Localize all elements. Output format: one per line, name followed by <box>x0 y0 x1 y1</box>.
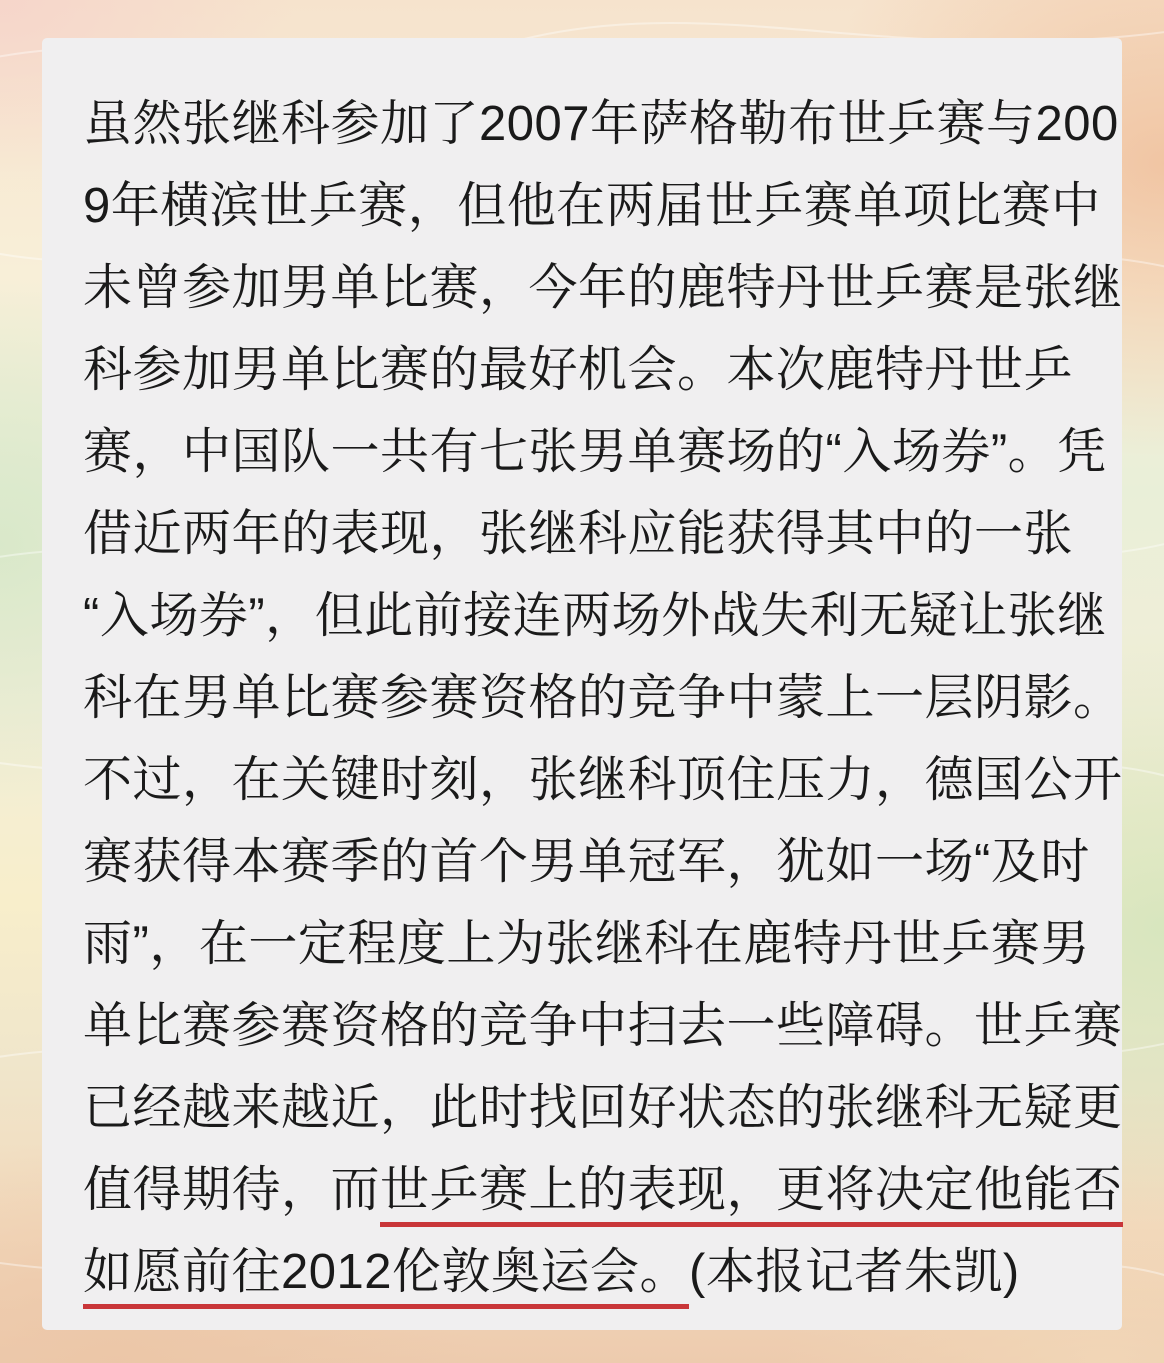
text-segment: 赛，中国队一共有七张男单赛场的“入场券”。凭 <box>83 425 1107 479</box>
text-line <box>83 493 1086 575</box>
text-segment: 科在男单比赛参赛资格的竞争中蒙上一层阴影。 <box>83 671 1123 725</box>
text-line <box>83 575 1107 657</box>
text-segment: 雨”，在一定程度上为张继科在鹿特丹世乒赛男 <box>83 917 1090 971</box>
text-line <box>83 329 1086 411</box>
text-segment: 借近两年的表现，张继科应能获得其中的一张 <box>83 507 1074 561</box>
text-line <box>83 83 1119 165</box>
text-line <box>83 247 1123 329</box>
underlined-text-segment: 如愿前往2012伦敦奥运会。 <box>83 1245 689 1309</box>
article-text <box>83 83 1123 1313</box>
text-line <box>83 411 1107 493</box>
text-segment: “入场券”，但此前接连两场外战失利无疑让张继 <box>83 589 1107 643</box>
text-line <box>83 739 1123 821</box>
text-segment: 科参加男单比赛的最好机会。本次鹿特丹世乒 <box>83 343 1074 397</box>
text-segment: 值得期待，而 <box>83 1163 381 1217</box>
text-line <box>83 1231 1086 1313</box>
text-line <box>83 821 1090 903</box>
text-segment: 赛获得本赛季的首个男单冠军，犹如一场“及时 <box>83 835 1090 889</box>
text-segment: (本报记者朱凯) <box>689 1245 1020 1299</box>
text-segment: 9年横滨世乒赛，但他在两届世乒赛单项比赛中 <box>83 179 1101 233</box>
text-segment: 不过，在关键时刻，张继科顶住压力，德国公开 <box>83 753 1123 807</box>
text-segment: 单比赛参赛资格的竞争中扫去一些障碍。世乒赛 <box>83 999 1123 1053</box>
underlined-text-segment: 世乒赛上的表现，更将决定他能否 <box>380 1163 1123 1227</box>
text-segment: 虽然张继科参加了2007年萨格勒布世乒赛与200 <box>83 97 1119 151</box>
text-line <box>83 903 1090 985</box>
text-segment: 未曾参加男单比赛，今年的鹿特丹世乒赛是张继 <box>83 261 1123 315</box>
article-card <box>42 38 1122 1330</box>
text-line <box>83 165 1101 247</box>
text-line <box>83 1149 1123 1231</box>
text-segment: 已经越来越近，此时找回好状态的张继科无疑更 <box>83 1081 1123 1135</box>
text-line <box>83 1067 1123 1149</box>
text-line <box>83 985 1123 1067</box>
text-line <box>83 657 1123 739</box>
